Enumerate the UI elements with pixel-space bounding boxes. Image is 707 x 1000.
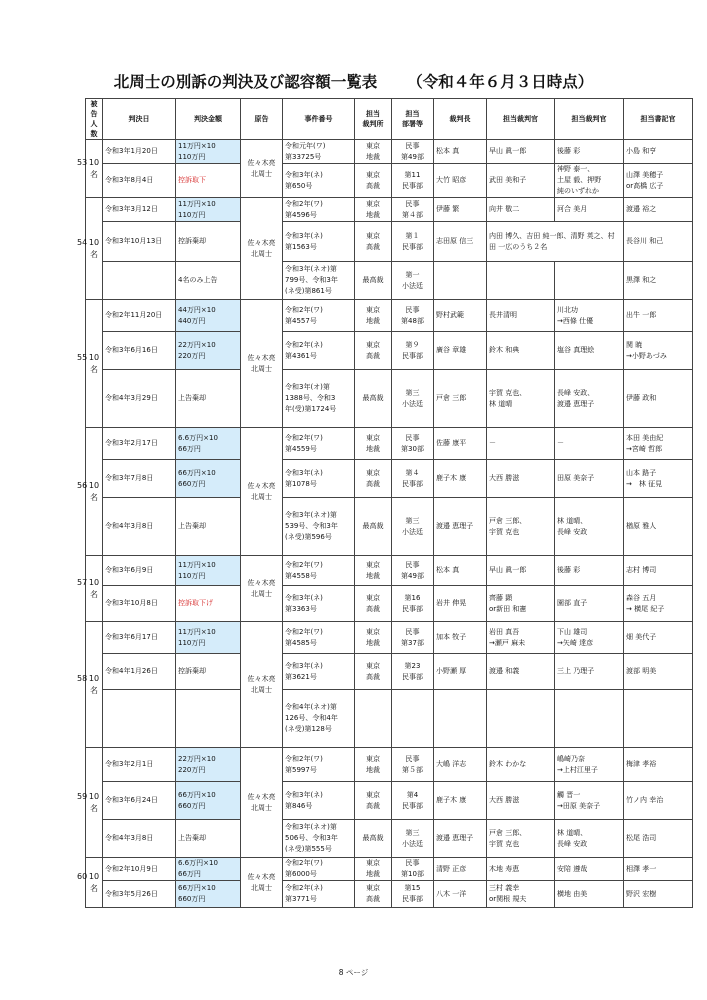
clerk-cell: 志村 博司	[624, 556, 693, 586]
table-row	[86, 300, 693, 332]
judgment-amount-cell: 11万円×10 110万円	[176, 140, 241, 164]
judgment-amount-cell: 控訴取下	[176, 164, 241, 198]
case-number-cell: 令和3年(ネオ)第 539号、令和3年 (ネ受)第596号	[283, 498, 355, 556]
table-row	[86, 820, 693, 858]
court-cell: 東京 地裁	[355, 140, 392, 164]
clerk-cell: 山本 路子 → 林 征見	[624, 460, 693, 498]
judgment-date-cell	[103, 262, 176, 300]
defendant-count-cell	[77, 622, 103, 748]
judge-2-cell: 下山 雄司 →矢崎 達彦	[555, 622, 624, 654]
court-cell: 東京 高裁	[355, 460, 392, 498]
court-cell: 東京 地裁	[355, 748, 392, 782]
plaintiff-cell: 佐々木亮 北周士	[241, 748, 283, 858]
judge-1-cell: 長井清明	[487, 300, 555, 332]
court-cell: 最高裁	[355, 498, 392, 556]
clerk-cell: 本田 美由紀 →宮崎 哲郎	[624, 428, 693, 460]
case-number-cell: 令和3年(ネオ)第 799号、令和3年 (ネ受)第861号	[283, 262, 355, 300]
presiding-judge-cell: 伊藤 繁	[434, 198, 487, 222]
table-row	[86, 690, 693, 748]
judgment-table	[77, 98, 693, 908]
division-cell: 第23 民事部	[392, 654, 434, 690]
judgment-amount-cell	[176, 690, 241, 748]
table-row	[86, 140, 693, 164]
judge-2-cell: 川北功 →西條 仕優	[555, 300, 624, 332]
division-cell: 民事 第48部	[392, 300, 434, 332]
division-cell: 第三 小法廷	[392, 498, 434, 556]
judgment-amount-cell: 4名のみ上告	[176, 262, 241, 300]
judge-2-cell: 三上 乃理子	[555, 654, 624, 690]
judgment-date-cell: 令和3年6月9日	[103, 556, 176, 586]
column-header: 被告 人数	[86, 99, 103, 140]
court-cell: 最高裁	[355, 262, 392, 300]
clerk-cell: 山澤 美穂子 or高橋 広子	[624, 164, 693, 198]
clerk-cell: 渡邉 裕之	[624, 198, 693, 222]
judge-2-cell: 長峰 安政、 渡邉 恵理子	[555, 370, 624, 428]
court-cell: 東京 地裁	[355, 556, 392, 586]
judgment-amount-cell: 上告棄却	[176, 498, 241, 556]
judge-2-cell: 觸 晋一 →田原 美奈子	[555, 782, 624, 820]
judgment-date-cell: 令和3年8月4日	[103, 164, 176, 198]
column-header: 原告	[241, 99, 283, 140]
table-row	[86, 460, 693, 498]
judge-2-cell: 安陪 遵哉	[555, 858, 624, 881]
division-cell: 民事 第30部	[392, 428, 434, 460]
division-cell: 民事 第５部	[392, 748, 434, 782]
group-number: 53	[77, 157, 88, 167]
case-number-cell: 令和3年(ネ) 第3621号	[283, 654, 355, 690]
presiding-judge-cell: 小野瀬 厚	[434, 654, 487, 690]
judge-2-cell: 神野 泰一、 土屋 毅、押野 純のいずれか	[555, 164, 624, 198]
table-row	[86, 262, 693, 300]
case-number-cell: 令和4年(ネオ)第 126号、令和4年 (ネ受)第128号	[283, 690, 355, 748]
clerk-cell: 長谷川 和己	[624, 222, 693, 262]
table-row	[86, 198, 693, 222]
judge-2-cell: 河合 美月	[555, 198, 624, 222]
judgment-date-cell: 令和4年1月26日	[103, 654, 176, 690]
judge-2-cell	[555, 690, 624, 748]
judge-1-cell: 戸倉 三郎、 宇賀 克也	[487, 498, 555, 556]
case-number-cell: 令和2年(ワ) 第5997号	[283, 748, 355, 782]
judgment-amount-cell: 22万円×10 220万円	[176, 332, 241, 370]
judgment-date-cell: 令和4年3月29日	[103, 370, 176, 428]
table-row	[86, 586, 693, 622]
presiding-judge-cell: 岩井 伸晃	[434, 586, 487, 622]
judgment-date-cell: 令和3年1月20日	[103, 140, 176, 164]
column-header: 判決金額	[176, 99, 241, 140]
group-number: 54	[77, 237, 88, 247]
case-number-cell: 令和元年(ワ) 第33725号	[283, 140, 355, 164]
presiding-judge-cell: 松本 真	[434, 140, 487, 164]
table-row	[86, 858, 693, 881]
judgment-date-cell	[103, 690, 176, 748]
court-cell: 最高裁	[355, 820, 392, 858]
presiding-judge-cell: 加本 牧子	[434, 622, 487, 654]
judge-1-cell: 大西 勝滋	[487, 460, 555, 498]
judgment-date-cell: 令和3年6月17日	[103, 622, 176, 654]
court-cell: 東京 高裁	[355, 164, 392, 198]
division-cell: 民事 第37部	[392, 622, 434, 654]
defendant-count: 10 名	[88, 237, 100, 259]
table-row	[86, 222, 693, 262]
court-cell: 東京 高裁	[355, 222, 392, 262]
division-cell: 第11 民事部	[392, 164, 434, 198]
table-row	[86, 782, 693, 820]
court-cell	[355, 690, 392, 748]
defendant-count-cell	[77, 140, 103, 198]
division-cell: 第三 小法廷	[392, 820, 434, 858]
judge-2-cell: 塩谷 真理絵	[555, 332, 624, 370]
group-number: 58	[77, 673, 88, 683]
table-row	[86, 370, 693, 428]
judgment-date-cell: 令和3年10月8日	[103, 586, 176, 622]
division-cell: 第16 民事部	[392, 586, 434, 622]
case-number-cell: 令和2年(ワ) 第4596号	[283, 198, 355, 222]
case-number-cell: 令和2年(ワ) 第4557号	[283, 300, 355, 332]
judgment-amount-cell: 6.6万円×10 66万円	[176, 428, 241, 460]
clerk-cell: 竹ノ内 幸治	[624, 782, 693, 820]
court-cell: 東京 高裁	[355, 782, 392, 820]
defendant-count: 10 名	[88, 673, 100, 695]
judgment-date-cell: 令和2年10月9日	[103, 858, 176, 881]
defendant-count: 10 名	[88, 577, 100, 599]
presiding-judge-cell: 志田原 信三	[434, 222, 487, 262]
presiding-judge-cell: 鹿子木 康	[434, 782, 487, 820]
column-header: 担当裁判官	[487, 99, 555, 140]
group-number: 57	[77, 577, 88, 587]
defendant-count: 10 名	[88, 352, 100, 374]
page-number: 8 ページ	[338, 968, 369, 977]
division-cell: 民事 第４部	[392, 198, 434, 222]
plaintiff-cell: 佐々木亮 北周士	[241, 300, 283, 428]
division-cell: 第三 小法廷	[392, 370, 434, 428]
court-cell: 東京 地裁	[355, 858, 392, 881]
division-cell: 第４ 民事部	[392, 460, 434, 498]
judgment-date-cell: 令和3年3月12日	[103, 198, 176, 222]
judge-1-cell: 木地 寿恵	[487, 858, 555, 881]
division-cell: 第９ 民事部	[392, 332, 434, 370]
case-number-cell: 令和2年(ネ) 第3771号	[283, 881, 355, 908]
presiding-judge-cell	[434, 690, 487, 748]
table-row	[86, 332, 693, 370]
case-number-cell: 令和3年(ネ) 第3363号	[283, 586, 355, 622]
table-row	[86, 622, 693, 654]
presiding-judge-cell	[434, 262, 487, 300]
defendant-count-cell	[77, 198, 103, 300]
court-cell: 東京 地裁	[355, 428, 392, 460]
judge-1-cell: 戸倉 三郎、 宇賀 克也	[487, 820, 555, 858]
table-row	[86, 654, 693, 690]
judge-1-cell: 渡邉 和義	[487, 654, 555, 690]
case-number-cell: 令和2年(ワ) 第6000号	[283, 858, 355, 881]
defendant-count: 10 名	[88, 871, 100, 893]
judgment-amount-cell: 66万円×10 660万円	[176, 782, 241, 820]
presiding-judge-cell: 渡邉 恵理子	[434, 498, 487, 556]
clerk-cell: 梅津 孝裕	[624, 748, 693, 782]
case-number-cell: 令和2年(ネ) 第4361号	[283, 332, 355, 370]
judge-2-cell: 横地 由美	[555, 881, 624, 908]
group-number: 59	[77, 791, 88, 801]
plaintiff-cell: 佐々木亮 北周士	[241, 428, 283, 556]
judgment-amount-cell: 6.6万円×10 66万円	[176, 858, 241, 881]
judge-1-cell: 鈴木 和典	[487, 332, 555, 370]
division-cell: 第１ 民事部	[392, 222, 434, 262]
judge-2-cell: －	[555, 428, 624, 460]
judge-1-cell: 早山 眞一郎	[487, 556, 555, 586]
clerk-cell: 森谷 五月 → 横尾 紀子	[624, 586, 693, 622]
clerk-cell: 楢原 雅人	[624, 498, 693, 556]
clerk-cell: 畑 美代子	[624, 622, 693, 654]
group-number: 60	[77, 871, 88, 881]
judgment-amount-cell: 上告棄却	[176, 820, 241, 858]
judgment-amount-cell: 11万円×10 110万円	[176, 198, 241, 222]
judgment-amount-cell: 11万円×10 110万円	[176, 556, 241, 586]
column-header: 担当書記官	[624, 99, 693, 140]
judge-2-cell: 後藤 彩	[555, 556, 624, 586]
presiding-judge-cell: 清野 正彦	[434, 858, 487, 881]
judge-1-cell: 大西 勝滋	[487, 782, 555, 820]
judge-1-cell: 三村 義幸 or関根 規夫	[487, 881, 555, 908]
clerk-cell: 関 暁 →小野あづみ	[624, 332, 693, 370]
judgment-amount-cell: 控訴棄却	[176, 222, 241, 262]
judgment-amount-cell: 11万円×10 110万円	[176, 622, 241, 654]
column-header: 事件番号	[283, 99, 355, 140]
judge-2-cell	[555, 262, 624, 300]
judgment-amount-cell: 66万円×10 660万円	[176, 881, 241, 908]
presiding-judge-cell: 松本 真	[434, 556, 487, 586]
division-cell: 民事 第49部	[392, 140, 434, 164]
judge-1-cell: 向井 敬二	[487, 198, 555, 222]
judgment-amount-cell: 22万円×10 220万円	[176, 748, 241, 782]
judgment-date-cell: 令和3年6月16日	[103, 332, 176, 370]
judge-1-cell	[487, 262, 555, 300]
presiding-judge-cell: 野村武範	[434, 300, 487, 332]
judgment-date-cell: 令和3年6月24日	[103, 782, 176, 820]
plaintiff-cell: 佐々木亮 北周士	[241, 858, 283, 908]
column-header: 担当 裁判所	[355, 99, 392, 140]
division-cell: 第4 民事部	[392, 782, 434, 820]
judgment-date-cell: 令和3年2月1日	[103, 748, 176, 782]
table-row	[86, 498, 693, 556]
division-cell: 第15 民事部	[392, 881, 434, 908]
judge-2-cell: 林 道晴、 長峰 安政	[555, 820, 624, 858]
judgment-date-cell: 令和3年10月13日	[103, 222, 176, 262]
case-number-cell: 令和3年(ネオ)第 506号、令和3年 (ネ受)第555号	[283, 820, 355, 858]
defendant-count: 10 名	[88, 480, 100, 502]
plaintiff-cell: 佐々木亮 北周士	[241, 140, 283, 198]
judgment-amount-cell: 上告棄却	[176, 370, 241, 428]
judge-1-cell: 鈴木 わかな	[487, 748, 555, 782]
case-number-cell: 令和3年(ネ) 第1078号	[283, 460, 355, 498]
clerk-cell: 松尾 浩司	[624, 820, 693, 858]
clerk-cell: 渡部 明美	[624, 654, 693, 690]
judgment-amount-cell: 44万円×10 440万円	[176, 300, 241, 332]
judge-1-cell	[487, 690, 555, 748]
division-cell: 民事 第49部	[392, 556, 434, 586]
table-header-row	[86, 99, 693, 140]
clerk-cell: 相澤 孝一	[624, 858, 693, 881]
judgment-date-cell: 令和3年2月17日	[103, 428, 176, 460]
judge-1-cell: 早山 眞一郎	[487, 140, 555, 164]
clerk-cell: 黒澤 和之	[624, 262, 693, 300]
clerk-cell: 小島 和亨	[624, 140, 693, 164]
defendant-count-cell	[77, 300, 103, 428]
judge-1-cell: 内田 博久、吉田 純一郎、清野 英之、村田 一広のうち２名	[487, 222, 624, 262]
judgment-date-cell: 令和4年3月8日	[103, 498, 176, 556]
court-cell: 最高裁	[355, 370, 392, 428]
judgment-date-cell: 令和4年3月8日	[103, 820, 176, 858]
judge-1-cell: 齊藤 顕 or新田 和憲	[487, 586, 555, 622]
presiding-judge-cell: 廣谷 章雄	[434, 332, 487, 370]
judge-1-cell: 武田 美和子	[487, 164, 555, 198]
presiding-judge-cell: 大嶋 洋志	[434, 748, 487, 782]
judgment-amount-cell: 控訴棄却	[176, 654, 241, 690]
clerk-cell: 伊藤 政和	[624, 370, 693, 428]
court-cell: 東京 高裁	[355, 881, 392, 908]
judge-2-cell: 田原 美奈子	[555, 460, 624, 498]
judgment-date-cell: 令和3年7月8日	[103, 460, 176, 498]
table-row	[86, 748, 693, 782]
group-number: 56	[77, 480, 88, 490]
column-header: 判決日	[103, 99, 176, 140]
court-cell: 東京 地裁	[355, 622, 392, 654]
division-cell: 第一 小法廷	[392, 262, 434, 300]
judge-1-cell: 岩田 真吾 →瀬戸 麻未	[487, 622, 555, 654]
court-cell: 東京 高裁	[355, 586, 392, 622]
case-number-cell: 令和2年(ワ) 第4558号	[283, 556, 355, 586]
column-header: 裁判長	[434, 99, 487, 140]
presiding-judge-cell: 大竹 昭彦	[434, 164, 487, 198]
clerk-cell	[624, 690, 693, 748]
defendant-count-cell	[77, 748, 103, 858]
judge-2-cell: 嶋崎乃奈 →上村江里子	[555, 748, 624, 782]
court-cell: 東京 地裁	[355, 198, 392, 222]
plaintiff-cell: 佐々木亮 北周士	[241, 622, 283, 748]
presiding-judge-cell: 渡邉 恵理子	[434, 820, 487, 858]
division-cell: 民事 第10部	[392, 858, 434, 881]
presiding-judge-cell: 八木 一洋	[434, 881, 487, 908]
presiding-judge-cell: 鹿子木 康	[434, 460, 487, 498]
presiding-judge-cell: 佐藤 康平	[434, 428, 487, 460]
case-number-cell: 令和3年(ネ) 第1563号	[283, 222, 355, 262]
table-row	[86, 881, 693, 908]
court-cell: 東京 地裁	[355, 300, 392, 332]
page-title: 北周士の別訴の判決及び認容額一覧表 （令和４年６月３日時点）	[113, 73, 594, 91]
column-header: 担当 部署等	[392, 99, 434, 140]
clerk-cell: 出牛 一郎	[624, 300, 693, 332]
judge-1-cell: 宇賀 克也、 林 道晴	[487, 370, 555, 428]
case-number-cell: 令和3年(ネ) 第650号	[283, 164, 355, 198]
defendant-count: 10 名	[88, 157, 100, 179]
plaintiff-cell: 佐々木亮 北周士	[241, 198, 283, 300]
table-row	[86, 428, 693, 460]
judgment-date-cell: 令和2年11月20日	[103, 300, 176, 332]
defendant-count: 10 名	[88, 791, 100, 813]
judgment-amount-cell: 66万円×10 660万円	[176, 460, 241, 498]
table-row	[86, 556, 693, 586]
judge-2-cell: 園部 直子	[555, 586, 624, 622]
case-number-cell: 令和3年(オ)第 1388号、令和3 年(受)第1724号	[283, 370, 355, 428]
group-number: 55	[77, 352, 88, 362]
clerk-cell: 野沢 宏樹	[624, 881, 693, 908]
court-cell: 東京 高裁	[355, 332, 392, 370]
defendant-count-cell	[77, 428, 103, 556]
judge-2-cell: 林 道晴、 長峰 安政	[555, 498, 624, 556]
plaintiff-cell: 佐々木亮 北周士	[241, 556, 283, 622]
judge-2-cell: 後藤 彩	[555, 140, 624, 164]
case-number-cell: 令和2年(ワ) 第4585号	[283, 622, 355, 654]
table-row	[86, 164, 693, 198]
judgment-date-cell: 令和3年5月26日	[103, 881, 176, 908]
judgment-amount-cell: 控訴取下げ	[176, 586, 241, 622]
case-number-cell: 令和2年(ワ) 第4559号	[283, 428, 355, 460]
presiding-judge-cell: 戸倉 三郎	[434, 370, 487, 428]
judge-1-cell: －	[487, 428, 555, 460]
court-cell: 東京 高裁	[355, 654, 392, 690]
column-header: 担当裁判官	[555, 99, 624, 140]
defendant-count-cell	[77, 556, 103, 622]
case-number-cell: 令和3年(ネ) 第846号	[283, 782, 355, 820]
defendant-count-cell	[77, 858, 103, 908]
division-cell	[392, 690, 434, 748]
